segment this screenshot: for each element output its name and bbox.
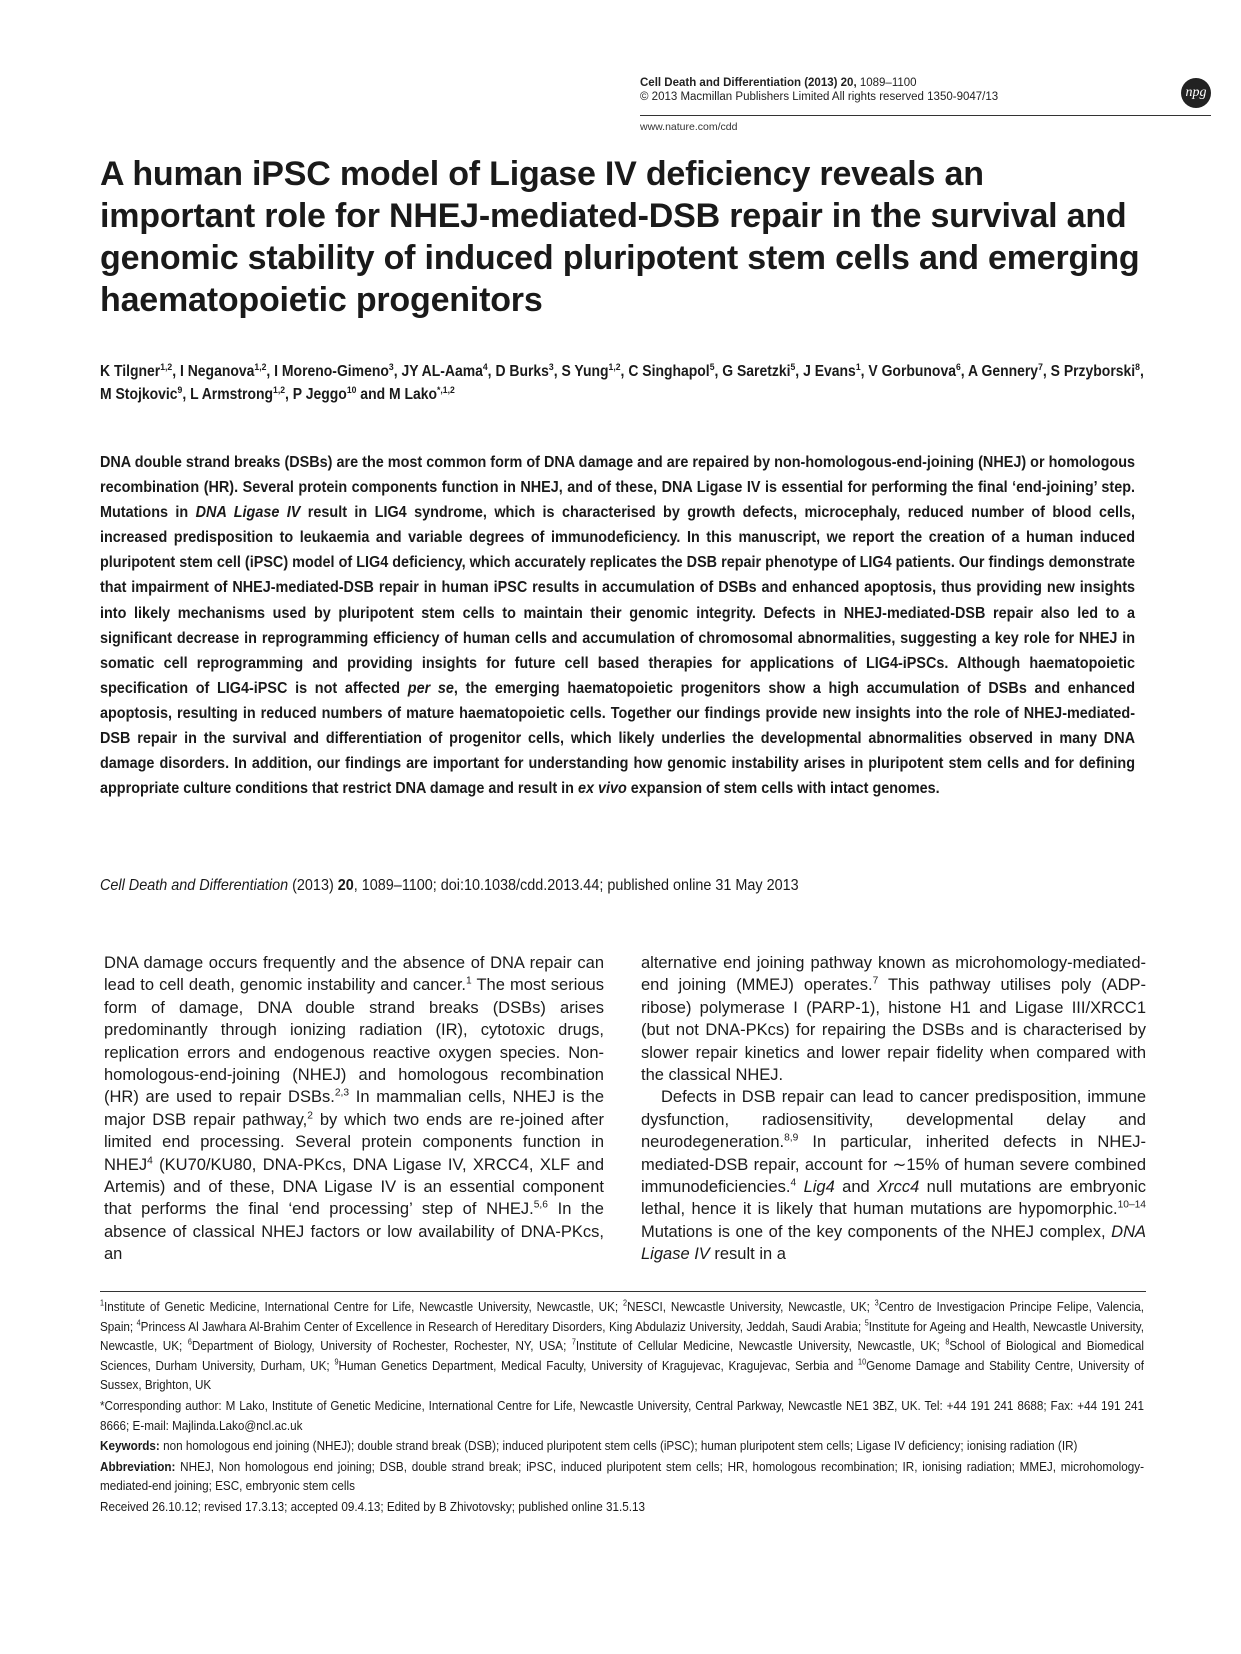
author-affiliation: 1,2	[254, 361, 267, 373]
author-affiliation: 10	[346, 384, 357, 396]
author-name: M Stojkovic	[100, 386, 178, 403]
author-name: C Singhapol	[628, 363, 710, 380]
abstract-text: DNA double strand breaks (DSBs) are the most common form of DNA damage and are repaired by non-homologous-end-joining (NHEJ) or homologous recombination (HR). Several protein components function in NHEJ, and of these, DNA Ligase IV is essential for performing the final ‘end-joining’ step. Mutations in	[100, 454, 1135, 522]
reference[interactable]: 2,3	[334, 1087, 350, 1099]
abbreviations-label: Abbreviation:	[100, 1458, 176, 1474]
author-name: D Burks	[495, 363, 549, 380]
author-affiliation: 9	[177, 384, 183, 396]
body-text: The most serious form of damage, DNA double strand breaks (DSBs) arises predominantly through ionizing radiation (IR), cytotoxic drugs, replication errors and endogenous reactive oxygen species. Non-homologous-end-joining (NHEJ) and homologous recombination (HR) are used to repair DSBs.	[104, 976, 604, 1107]
affiliation-number: 10	[858, 1357, 867, 1367]
author-affiliation: 5	[790, 361, 796, 373]
header-divider	[640, 115, 1211, 116]
author-name: M Lako	[388, 386, 438, 403]
body-paragraph	[641, 1086, 1146, 1265]
affiliation-number: 5	[864, 1318, 869, 1328]
affiliation-text: School of Biological and Biomedical Sciences, Durham University, Durham, UK;	[100, 1338, 1144, 1373]
body-text: In particular, inherited defects in NHEJ-mediated-DSB repair, account for	[641, 1133, 1146, 1174]
affiliations	[100, 1297, 1144, 1395]
author-list: K Tilgner$^{1,2}$, I Neganova$^{1,2}$, I Moreno-Gimeno$^3$, JY AL-Aama$^4$, D Burks$^3$, S Yung$^{1,2}$, C Singhapol$^5$, G Saretzki$^5$, J Evans$^1$, V Gorbunova$^6$, A Gennery$^7$, S Przyborski$^8$, M Stojkovic$^9$, L Armstrong$^{1,2}$, P Jeggo$^{10}$ and M Lako$^{*,1,2}$	[100, 361, 1144, 403]
citation-rest: , 1089–1100; doi:10.1038/cdd.2013.44; published online 31 May 2013	[353, 877, 799, 894]
reference[interactable]: 4	[147, 1155, 153, 1167]
affiliation-number: 9	[334, 1357, 339, 1367]
affiliation-number: 8	[945, 1337, 950, 1347]
affiliation-number: 6	[187, 1337, 192, 1347]
author-affiliation: 4	[482, 361, 488, 373]
citation-journal: Cell Death and Differentiation	[100, 877, 289, 894]
reference[interactable]: 1	[466, 975, 472, 987]
abstract-text: result in LIG4 syndrome, which is characterised by growth defects, microcephaly, reduced number of blood cells, increased predisposition to leukaemia and variable degrees of immunodeficiency. In this manuscript, we report the creation of a human induced pluripotent stem cell (iPSC) model of LIG4 deficiency, which accurately replicates the DSB repair phenotype of LIG4 patients. Our findings demonstrate that impairment of NHEJ-mediated-DSB repair in human iPSC results in accumulation of DSBs and enhanced apoptosis, thus providing new insights into likely mechanisms used by pluripotent stem cells to maintain their genomic integrity. Defects in NHEJ-mediated-DSB repair also led to a significant decrease in reprogramming efficiency of human cells and accumulation of chromosomal abnormalities, suggesting a key role for NHEJ in somatic cell reprogramming and providing insights for future cell based therapies for applications of LIG4-iPSCs. Although haematopoietic specification of LIG4-iPSC is not affected	[100, 504, 1136, 697]
author-name: A Gennery	[968, 363, 1039, 380]
corresponding-author: *Corresponding author: M Lako, Institute of Genetic Medicine, International Centre for Life, Newcastle University, Central Parkway, Newcastle NE1 3BZ, UK. Tel: +44 191 241 8688; Fax: +44 191 241 8666; E-mail: Majlinda.Lako@ncl.ac.uk	[100, 1397, 1144, 1433]
author-name: G Saretzki	[722, 363, 791, 380]
abstract-gene: DNA Ligase IV	[195, 504, 301, 522]
author-name: P Jeggo	[292, 386, 347, 403]
body-paragraph	[104, 952, 604, 1266]
affiliation-number: 2	[622, 1298, 628, 1308]
reference[interactable]: 2	[307, 1110, 313, 1122]
percent-value: ∼15%	[892, 1155, 940, 1174]
body-column-right	[641, 952, 1146, 1266]
citation-volume: 20	[337, 877, 354, 894]
author-affiliation: 7	[1038, 361, 1043, 373]
body-text: Mutations is one of the key components of the NHEJ complex,	[641, 1222, 1112, 1241]
author-name: K Tilgner	[100, 363, 161, 380]
body-text: and	[834, 1178, 878, 1197]
author-affiliation: 8	[1135, 361, 1140, 373]
body-text: DNA damage occurs frequently and the absence of DNA repair can lead to cell death, genomic instability and cancer.	[104, 954, 604, 995]
body-text: (KU70/KU80, DNA-PKcs, DNA Ligase IV, XRCC4, XLF and Artemis) and of these, DNA Ligase IV is an essential component that performs the final ‘end processing’ step of NHEJ.	[104, 1155, 604, 1219]
body-paragraph	[641, 952, 1146, 1086]
reference[interactable]: 5,6	[533, 1199, 548, 1211]
abstract-text: , the emerging haematopoietic progenitors show a high accumulation of DSBs and enhanced apoptosis, resulting in reduced numbers of mature haematopoietic cells. Together our findings provide new insights into the role of NHEJ-mediated-DSB repair in the survival and differentiation of progenitor cells, which likely underlies the developmental abnormalities observed in many DNA damage disorders. In addition, our findings are important for understanding how genomic instability arises in pluripotent stem cells and for defining appropriate culture conditions that restrict DNA damage and result in	[100, 679, 1136, 798]
author-affiliation: 6	[955, 361, 961, 373]
body-column-left	[104, 952, 604, 1266]
body-text: Defects in DSB repair can lead to cancer predisposition, immune dysfunction, radiosensitivity, developmental delay and neurodegeneration.	[641, 1088, 1146, 1152]
footnote-divider	[100, 1291, 1146, 1292]
author-name: S Przyborski	[1050, 363, 1136, 380]
affiliation-text: Centro de Investigacion Principe Felipe, Valencia, Spain;	[100, 1299, 1144, 1334]
gene-name: Xrcc4	[877, 1178, 920, 1197]
body-text: alternative end joining pathway known as microhomology-mediated-end joining (MMEJ) operates.	[641, 954, 1146, 995]
author-affiliation: 1,2	[273, 384, 286, 396]
abbreviations	[100, 1457, 1144, 1496]
body-text: In the absence of classical NHEJ factors or low availability of DNA-PKcs, an	[104, 1200, 604, 1264]
author-name: V Gorbunova	[868, 363, 956, 380]
affiliation-text: Human Genetics Department, Medical Faculty, University of Kragujevac, Kragujevac, Serbia and	[338, 1357, 859, 1373]
reference[interactable]: 8,9	[784, 1132, 799, 1144]
affiliation-text: Institute of Genetic Medicine, International Centre for Life, Newcastle University, Newcastle, UK;	[104, 1299, 623, 1314]
body-text: by which two ends are re-joined after limited end processing. Several protein components function in NHEJ	[104, 1110, 604, 1174]
body-text: This pathway utilises poly (ADP-ribose) polymerase I (PARP-1), histone H1 and Ligase III/XRCC1 (but not DNA-PKcs) for repairing the DSBs and is characterised by slower repair kinetics and lower repair fidelity when compared with the classical NHEJ.	[641, 976, 1147, 1085]
journal-url[interactable]: www.nature.com/cdd	[640, 121, 738, 133]
author-name: S Yung	[561, 363, 609, 380]
reference[interactable]: 7	[872, 975, 879, 987]
article-title: A human iPSC model of Ligase IV deficiency reveals an important role for NHEJ-mediated-DSB repair in the survival and genomic stability of induced pluripotent stem cells and emerging haematopoietic progenitors	[100, 155, 1140, 319]
author-name: L Armstrong	[190, 386, 274, 403]
keywords-text: non homologous end joining (NHEJ); double strand break (DSB); induced pluripotent stem cells (iPSC); human pluripotent stem cells; Ligase IV deficiency; ionising radiation (IR)	[159, 1438, 1078, 1454]
keywords	[100, 1436, 1144, 1456]
gene-name: Lig4	[803, 1178, 835, 1197]
author-affiliation: 1	[855, 361, 861, 373]
affiliation-text: Institute of Cellular Medicine, Newcastle University, Newcastle, UK;	[575, 1338, 946, 1354]
keywords-label: Keywords:	[100, 1438, 160, 1454]
journal-name: Cell Death and Differentiation (2013) 20,	[640, 77, 857, 89]
author-name: J Evans	[803, 363, 856, 380]
author-name: I Neganova	[179, 363, 255, 380]
affiliation-text: Institute for Ageing and Health, Newcastle University, Newcastle, UK;	[100, 1318, 1144, 1354]
affiliation-text: Department of Biology, University of Rochester, Rochester, NY, USA;	[191, 1338, 572, 1354]
affiliation-text: NESCI, Newcastle University, Newcastle, UK;	[627, 1299, 875, 1314]
abbreviations-text: NHEJ, Non homologous end joining; DSB, double strand break; iPSC, induced pluripotent stem cells; HR, homologous recombination; IR, ionising radiation; MMEJ, microhomology-mediated-end joining; ESC, embryonic stem cells	[100, 1458, 1144, 1494]
author-affiliation: 3	[388, 361, 394, 373]
affiliation-number: 3	[874, 1298, 879, 1308]
affiliation-text: Genome Damage and Stability Centre, University of Sussex, Brighton, UK	[100, 1357, 1144, 1393]
body-text: of human severe combined immunodeficiencies.	[641, 1155, 1146, 1197]
abstract	[100, 450, 1135, 801]
author-affiliation: 1,2	[160, 361, 173, 373]
author-name: I Moreno-Gimeno	[274, 363, 389, 380]
author-name: JY AL-Aama	[401, 363, 483, 380]
affiliation-text: Princess Al Jawhara Al-Brahim Center of Excellence in Research of Hereditary Disorders, King Abdulaziz University, Jeddah, Saudi Arabia;	[140, 1318, 865, 1334]
abstract-italic: ex vivo	[577, 780, 627, 798]
journal-header	[640, 76, 998, 104]
gene-name: DNA Ligase IV	[641, 1222, 1146, 1264]
affiliation-number: 1	[100, 1298, 105, 1308]
page-range: 1089–1100	[859, 77, 917, 89]
citation-line	[100, 876, 799, 896]
author-affiliation: 1,2	[608, 361, 621, 373]
abstract-italic: per se	[407, 679, 454, 697]
copyright: © 2013 Macmillan Publishers Limited All rights reserved 1350-9047/13	[640, 91, 999, 103]
author-affiliation: 3	[548, 361, 554, 373]
abstract-text: expansion of stem cells with intact genomes.	[626, 780, 940, 798]
footnotes	[100, 1297, 1144, 1518]
reference[interactable]: 4	[790, 1177, 797, 1189]
affiliation-number: 4	[136, 1318, 141, 1328]
received-dates: Received 26.10.12; revised 17.3.13; accepted 09.4.13; Edited by B Zhivotovsky; published online 31.5.13	[100, 1498, 646, 1514]
citation-year: (2013)	[292, 877, 334, 894]
affiliation-number: 7	[571, 1337, 576, 1347]
author-affiliation: 5	[709, 361, 715, 373]
reference[interactable]: 10–14	[1117, 1199, 1146, 1211]
body-text: In mammalian cells, NHEJ is the major DSB repair pathway,	[104, 1088, 605, 1129]
author-affiliation: *,1,2	[437, 384, 455, 396]
body-text: result in a	[709, 1245, 786, 1264]
npg-logo: npg	[1181, 78, 1211, 108]
body-text: null mutations are embryonic lethal, hence it is likely that human mutations are hypomorphic.	[641, 1178, 1146, 1219]
